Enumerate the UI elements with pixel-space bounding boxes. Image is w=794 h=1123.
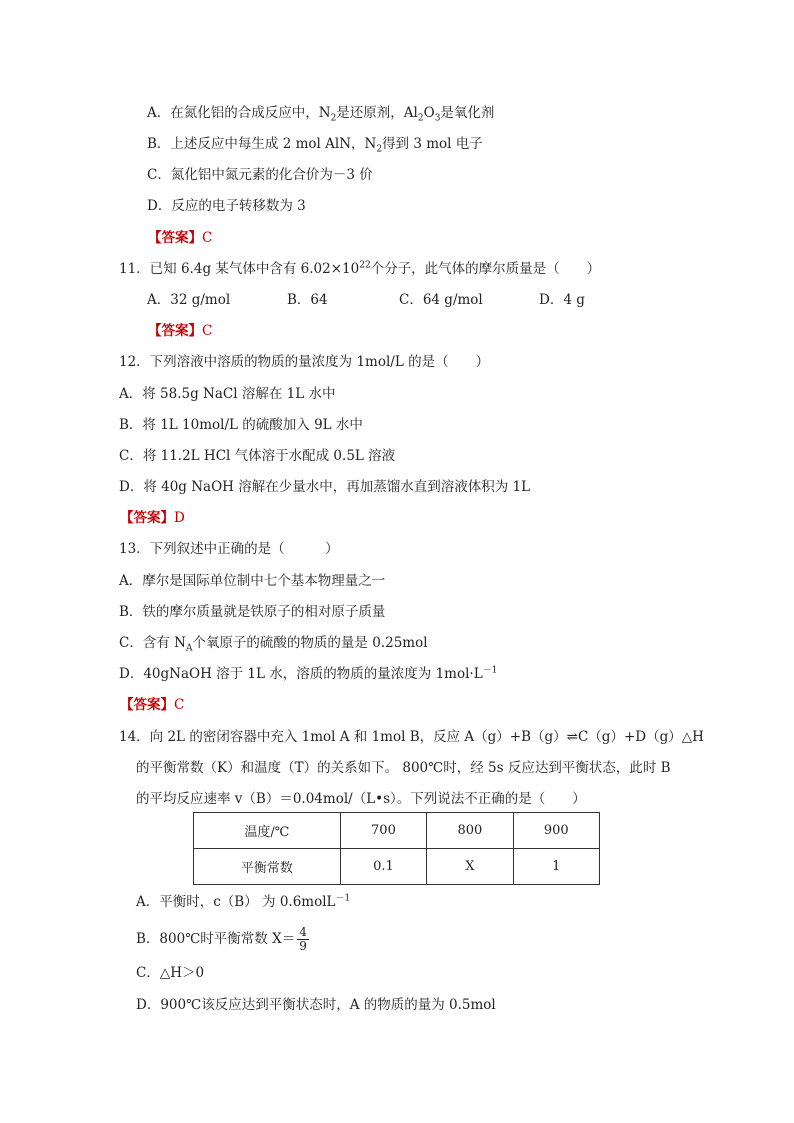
table-cell: 平衡常数 bbox=[194, 849, 341, 885]
q14-stem-line1: 14．向 2L 的密闭容器中充入 1mol A 和 1mol B，反应 A（g）+B（g）⇌C（g）+D（g）△H bbox=[119, 729, 704, 745]
q11-option-d: D．4 g bbox=[539, 292, 585, 308]
q14-stem-line2: 的平衡常数（K）和温度（T）的关系如下。 800℃时，经 5s 反应达到平衡状态，此时 B bbox=[136, 760, 671, 776]
q13-option-b: B．铁的摩尔质量就是铁原子的相对原子质量 bbox=[119, 604, 386, 620]
q11-answer: 【答案】C bbox=[148, 323, 213, 339]
q11-option-b: B．64 bbox=[287, 292, 328, 308]
q14-option-a: A．平衡时，c（B） 为 0.6molL$^{-1}$ bbox=[136, 893, 351, 910]
table-cell: X bbox=[427, 849, 513, 885]
q12-option-d: D．将 40g NaOH 溶解在少量水中，再加蒸馏水直到溶液体积为 1L bbox=[119, 479, 531, 495]
q14-option-b: B．800℃时平衡常数 X＝ $\frac{4}{9}$ bbox=[136, 925, 307, 953]
q10-answer: 【答案】C bbox=[148, 230, 213, 246]
table-cell: 0.1 bbox=[340, 849, 426, 885]
table-cell: 温度/℃ bbox=[194, 813, 341, 849]
q13-option-d: D．40gNaOH 溶于 1L 水，溶质的物质的量浓度为 $1mol\cdot L^{-1}$ bbox=[119, 665, 498, 682]
q13-stem: 13．下列叙述中正确的是（ ） bbox=[119, 541, 339, 557]
table-cell: 1 bbox=[513, 849, 599, 885]
q13-option-c: C．含有 $N_A$个氧原子的硫酸的物质的量是 0.25mol bbox=[119, 635, 428, 654]
table-header-row bbox=[194, 813, 600, 849]
q11-stem: 11．已知 6.4g 某气体中含有 $6.02\times 10^{22}$个分子，此气体的摩尔质量是（ ） bbox=[119, 260, 601, 277]
q10-option-a: A．在氮化铝的合成反应中，$N_2$是还原剂，$Al_2O_3$是氧化剂 bbox=[147, 105, 495, 124]
q11-option-a: A．32 g/mol bbox=[147, 292, 231, 308]
q10-option-d: D．反应的电子转移数为 3 bbox=[147, 198, 306, 214]
q11-option-c: C．64 g/mol bbox=[399, 292, 483, 308]
fraction: $\frac{4}{9}$ bbox=[299, 925, 307, 953]
q10-option-c: C．氮化铝中氮元素的化合价为－3 价 bbox=[147, 167, 373, 183]
q13-answer: 【答案】C bbox=[120, 697, 185, 713]
q13-option-a: A．摩尔是国际单位制中七个基本物理量之一 bbox=[119, 573, 386, 589]
q14-stem-line3: 的平均反应速率 v（B）＝0.04mol/（L•s）。下列说法不正确的是（ ） bbox=[136, 791, 586, 807]
equilibrium-constant-table bbox=[193, 812, 600, 885]
table-cell: 800 bbox=[427, 813, 513, 849]
q12-answer: 【答案】D bbox=[120, 510, 185, 526]
q10-option-b: B．上述反应中每生成 2 mol AlN，$N_2$得到 3 mol 电子 bbox=[147, 136, 483, 155]
table-row bbox=[194, 849, 600, 885]
q12-option-a: A．将 58.5g NaCl 溶解在 1L 水中 bbox=[119, 386, 336, 402]
q12-stem: 12．下列溶液中溶质的物质的量浓度为 1mol/L 的是（ ） bbox=[119, 354, 490, 370]
q12-option-b: B．将 1L 10mol/L 的硫酸加入 9L 水中 bbox=[119, 417, 363, 433]
table-cell: 700 bbox=[340, 813, 426, 849]
q12-option-c: C．将 11.2L HCl 气体溶于水配成 0.5L 溶液 bbox=[119, 448, 396, 464]
table-cell: 900 bbox=[513, 813, 599, 849]
q14-option-d: D．900℃该反应达到平衡状态时，A 的物质的量为 0.5mol bbox=[136, 997, 496, 1013]
q14-option-c: C．△H＞0 bbox=[136, 965, 205, 981]
